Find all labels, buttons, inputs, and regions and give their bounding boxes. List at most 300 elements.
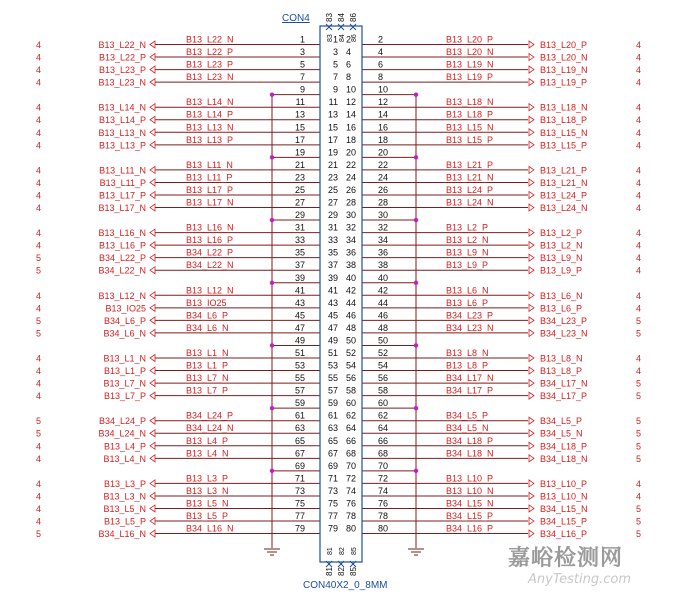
- net-label-right: B13_L9_N: [540, 253, 583, 264]
- page-ref-left: 4: [36, 40, 42, 50]
- wire-label-left: B13_L5_P: [186, 511, 229, 522]
- net-arrow: [529, 166, 534, 173]
- pin-number-outer: 7: [299, 72, 305, 83]
- net-label-left: B13_L23_N: [98, 77, 146, 88]
- net-arrow: [529, 442, 534, 449]
- page-ref-right: 5: [636, 315, 642, 326]
- pin-number-inner: 8: [346, 72, 352, 83]
- net-label-left: B13_L23_P: [98, 65, 146, 76]
- net-arrow: [529, 292, 534, 299]
- pin-number-outer: 69: [294, 460, 305, 471]
- pin-number-outer: 53: [294, 360, 305, 371]
- pin-number-inner: 80: [346, 523, 357, 534]
- net-arrow: [150, 54, 155, 61]
- page-ref-right: 4: [636, 240, 642, 251]
- net-arrow: [150, 355, 155, 362]
- net-label-left: B13_L7_P: [103, 391, 146, 402]
- pin-number-outer: 42: [378, 285, 389, 296]
- pin-number-inner: 37: [327, 260, 338, 271]
- page-ref-left: 4: [36, 503, 42, 514]
- wire-label-right: B34_L17_P: [446, 385, 494, 396]
- net-label-left: B34_L16_N: [98, 529, 146, 540]
- pin-number-inner: 39: [327, 272, 338, 283]
- junction-dot: [414, 343, 418, 347]
- net-label-right: B13_L19_P: [540, 77, 588, 88]
- pin-number-inner: 75: [327, 498, 338, 509]
- net-arrow: [150, 530, 155, 537]
- wire-label-right: B34_L17_N: [446, 373, 494, 384]
- page-ref-right: 4: [636, 353, 642, 364]
- pin-number-inner: 31: [327, 222, 338, 233]
- pin-number-outer: 16: [378, 122, 389, 133]
- wire-label-right: B13_L8_P: [446, 360, 489, 371]
- pin-number-inner: 3: [332, 47, 338, 58]
- page-ref-left: 4: [36, 441, 42, 452]
- wire-label-right: B34_L16_P: [446, 523, 494, 534]
- pin-number-inner: 29: [327, 210, 338, 221]
- pin-number-outer: 40: [378, 272, 389, 283]
- pin-number-inner: 72: [346, 473, 357, 484]
- pin-number-outer: 5: [299, 59, 305, 70]
- net-label-left: B13_L17_P: [98, 190, 146, 201]
- pin-number-bottom: 82: [337, 567, 346, 576]
- pin-number-inner: 76: [346, 498, 357, 509]
- net-arrow: [529, 530, 534, 537]
- net-arrow: [150, 392, 155, 399]
- net-arrow: [150, 166, 155, 173]
- pin-number-top: 83: [325, 13, 334, 22]
- net-arrow: [529, 66, 534, 73]
- pin-number-outer: 21: [294, 159, 305, 170]
- net-arrow: [150, 505, 155, 512]
- net-arrow: [150, 267, 155, 274]
- pin-number-bottom-inner: 85: [351, 547, 358, 555]
- pin-number-inner: 48: [346, 322, 357, 333]
- net-arrow: [529, 455, 534, 462]
- wire-label-left: B34_L22_N: [186, 260, 234, 271]
- net-label-left: B13_IO25: [105, 303, 146, 314]
- page-ref-left: 4: [36, 353, 42, 364]
- page-ref-right: 4: [636, 290, 642, 301]
- net-label-left: B34_L22_P: [98, 253, 146, 264]
- net-label-right: B34_L16_P: [540, 529, 588, 540]
- page-ref-right: 4: [636, 190, 642, 201]
- pin-number-inner: 4: [346, 47, 352, 58]
- pin-number-inner: 32: [346, 222, 357, 233]
- pin-number-inner: 71: [327, 473, 338, 484]
- pin-number-inner: 77: [327, 511, 338, 522]
- net-arrow: [150, 317, 155, 324]
- net-label-right: B34_L15_P: [540, 516, 588, 527]
- pin-number-outer: 28: [378, 197, 389, 208]
- pin-number-inner: 59: [327, 398, 338, 409]
- pin-number-outer: 57: [294, 385, 305, 396]
- page-ref-left: 4: [36, 102, 42, 113]
- wire-label-left: B13_L16_N: [186, 222, 234, 233]
- wire-label-right: B34_L5_N: [446, 423, 489, 434]
- wire-label-left: B13_L13_P: [186, 134, 234, 145]
- net-arrow: [529, 191, 534, 198]
- pin-number-outer: 26: [378, 184, 389, 195]
- pin-number-outer: 32: [378, 222, 389, 233]
- wire-label-right: B13_L24_N: [446, 197, 494, 208]
- wire-label-left: B13_L17_N: [186, 197, 234, 208]
- pin-number-inner: 64: [346, 423, 357, 434]
- net-arrow: [529, 54, 534, 61]
- wire-label-right: B13_L21_P: [446, 159, 494, 170]
- junction-dot: [414, 281, 418, 285]
- net-label-right: B13_L20_N: [540, 52, 588, 63]
- page-ref-right: 5: [636, 378, 642, 389]
- wire-label-right: B13_L19_P: [446, 72, 494, 83]
- pin-number-outer: 41: [294, 285, 305, 296]
- pin-number-outer: 18: [378, 134, 389, 145]
- pin-number-inner: 35: [327, 247, 338, 258]
- page-ref-right: 4: [636, 65, 642, 76]
- wire-label-right: B34_L18_N: [446, 448, 494, 459]
- net-arrow: [529, 229, 534, 236]
- pin-number-inner: 56: [346, 373, 357, 384]
- wire-label-left: B13_L4_P: [186, 435, 229, 446]
- wire-label-left: B13_L3_P: [186, 473, 229, 484]
- page-ref-left: 4: [36, 453, 42, 464]
- pin-number-outer: 60: [378, 398, 389, 409]
- wire-label-left: B13_L7_P: [186, 385, 229, 396]
- wire-label-right: B13_L24_P: [446, 184, 494, 195]
- wire-label-right: B13_L8_N: [446, 348, 489, 358]
- page-ref-right: 5: [636, 516, 642, 527]
- pin-number-inner: 53: [327, 360, 338, 371]
- wire-label-right: B34_L15_N: [446, 498, 494, 509]
- net-arrow: [150, 104, 155, 111]
- page-ref-right: 4: [636, 165, 642, 176]
- pin-number-outer: 63: [294, 423, 305, 434]
- net-label-left: B13_L22_N: [98, 40, 146, 50]
- pin-number-top: 86: [349, 13, 358, 22]
- pin-number-inner: 5: [332, 59, 338, 70]
- net-label-right: B13_L24_N: [540, 203, 588, 214]
- pin-number-inner: 7: [332, 72, 338, 83]
- pin-number-inner: 40: [346, 272, 357, 283]
- pin-number-outer: 74: [378, 485, 389, 496]
- wire-label-left: B13_L14_N: [186, 97, 234, 108]
- net-label-left: B13_L17_N: [98, 203, 146, 214]
- net-arrow: [150, 129, 155, 136]
- pin-number-inner: 16: [346, 122, 357, 133]
- wire-label-left: B13_L17_P: [186, 184, 234, 195]
- net-arrow: [529, 317, 534, 324]
- pin-number-outer: 11: [295, 97, 305, 108]
- net-label-left: B13_L7_N: [103, 378, 146, 389]
- page-ref-left: 5: [36, 529, 42, 540]
- wire-label-right: B34_L23_P: [446, 310, 494, 321]
- junction-dot: [414, 469, 418, 473]
- net-arrow: [529, 304, 534, 311]
- pin-number-outer: 29: [294, 210, 305, 221]
- net-arrow: [529, 329, 534, 336]
- net-arrow: [529, 254, 534, 261]
- pin-number-inner: 58: [346, 385, 357, 396]
- net-arrow: [150, 367, 155, 374]
- net-arrow: [150, 492, 155, 499]
- page-ref-right: 4: [636, 203, 642, 214]
- pin-number-outer: 47: [294, 322, 305, 333]
- page-ref-left: 4: [36, 77, 42, 88]
- wire-label-left: B13_L3_N: [186, 485, 229, 496]
- pin-number-inner: 74: [346, 485, 357, 496]
- pin-number-outer: 70: [378, 460, 389, 471]
- pin-number-inner: 55: [327, 373, 338, 384]
- page-ref-left: 5: [36, 265, 42, 276]
- net-label-left: B13_L13_N: [98, 127, 146, 138]
- pin-number-inner: 21: [327, 159, 338, 170]
- page-ref-right: 4: [636, 115, 642, 126]
- pin-number-inner: 62: [346, 410, 357, 421]
- net-label-right: B13_L21_N: [540, 177, 588, 188]
- wire-label-left: B13_L14_P: [186, 109, 234, 120]
- pin-number-outer: 31: [294, 222, 305, 233]
- pin-number-inner: 51: [327, 348, 338, 358]
- net-arrow: [150, 79, 155, 86]
- net-arrow: [150, 329, 155, 336]
- net-label-right: B34_L17_N: [540, 378, 588, 389]
- wire-label-right: B13_L20_N: [446, 47, 494, 58]
- net-label-left: B13_L14_P: [98, 115, 146, 126]
- page-ref-left: 4: [36, 140, 42, 151]
- pin-number-outer: 78: [378, 511, 389, 522]
- pin-number-outer: 54: [378, 360, 389, 371]
- net-label-right: B13_L2_P: [540, 228, 583, 239]
- pin-number-outer: 1: [299, 34, 305, 45]
- wire-label-left: B13_L16_P: [186, 235, 234, 246]
- pin-number-inner: 52: [346, 348, 357, 358]
- junction-dot: [414, 155, 418, 159]
- pin-number-inner: 23: [327, 172, 338, 183]
- pin-number-outer: 39: [294, 272, 305, 283]
- net-arrow: [150, 191, 155, 198]
- pin-number-inner: 6: [346, 59, 352, 70]
- net-label-right: B34_L5_N: [540, 428, 583, 439]
- pin-number-outer: 20: [378, 147, 389, 158]
- net-arrow: [150, 141, 155, 148]
- pin-number-outer: 19: [294, 147, 305, 158]
- wire-label-left: B13_L1_P: [186, 360, 229, 371]
- pin-number-top-inner: 83: [327, 34, 334, 42]
- page-ref-right: 4: [636, 265, 642, 276]
- pin-number-inner: 60: [346, 398, 357, 409]
- pin-number-outer: 71: [294, 473, 305, 484]
- page-ref-right: 4: [636, 40, 642, 50]
- junction-dot: [270, 469, 274, 473]
- pin-number-outer: 27: [294, 197, 305, 208]
- net-arrow: [150, 41, 155, 48]
- wire-label-right: B13_L6_P: [446, 297, 489, 308]
- page-ref-left: 4: [36, 65, 42, 76]
- pin-number-inner: 44: [346, 297, 357, 308]
- net-label-left: B34_L24_N: [98, 428, 146, 439]
- wire-label-right: B13_L15_P: [446, 134, 494, 145]
- net-arrow: [529, 518, 534, 525]
- page-ref-left: 4: [36, 391, 42, 402]
- page-ref-right: 4: [636, 491, 642, 502]
- page-ref-right: 4: [636, 366, 642, 377]
- pin-number-inner: 26: [346, 184, 357, 195]
- pin-number-inner: 34: [346, 235, 357, 246]
- wire-label-left: B34_L22_P: [186, 247, 234, 258]
- wire-label-left: B13_L11_P: [186, 172, 233, 183]
- page-ref-left: 4: [36, 366, 42, 377]
- pin-number-outer: 17: [294, 134, 305, 145]
- page-ref-left: 4: [36, 165, 42, 176]
- wire-label-right: B34_L15_P: [446, 511, 494, 522]
- net-label-left: B13_L16_P: [98, 240, 146, 251]
- net-label-left: B34_L24_P: [98, 416, 146, 427]
- pin-number-outer: 68: [378, 448, 389, 459]
- junction-dot: [414, 218, 418, 222]
- net-label-right: B13_L19_N: [540, 65, 588, 76]
- net-label-right: B13_L10_P: [540, 478, 588, 489]
- junction-dot: [414, 92, 418, 96]
- pin-number-outer: 36: [378, 247, 389, 258]
- pin-number-inner: 67: [327, 448, 338, 459]
- pin-number-outer: 46: [378, 310, 389, 321]
- pin-number-inner: 13: [327, 109, 338, 120]
- net-label-left: B13_L5_P: [103, 516, 146, 527]
- net-label-left: B13_L12_N: [98, 290, 146, 301]
- pin-number-outer: 23: [294, 172, 305, 183]
- net-label-left: B13_L11_N: [99, 165, 146, 176]
- pin-number-outer: 59: [294, 398, 305, 409]
- pin-number-outer: 37: [294, 260, 305, 271]
- pin-number-outer: 80: [378, 523, 389, 534]
- wire-label-right: B13_L21_N: [446, 172, 494, 183]
- net-label-left: B13_L22_P: [98, 52, 146, 63]
- pin-number-outer: 73: [294, 485, 305, 496]
- pin-number-outer: 55: [294, 373, 305, 384]
- page-ref-left: 4: [36, 190, 42, 201]
- pin-number-outer: 6: [378, 59, 384, 70]
- pin-number-inner: 47: [327, 322, 338, 333]
- pin-number-outer: 43: [294, 297, 305, 308]
- pin-number-outer: 8: [378, 72, 384, 83]
- net-label-left: B13_L16_N: [98, 228, 146, 239]
- wire-label-right: B34_L23_N: [446, 322, 494, 333]
- pin-number-outer: 13: [294, 109, 305, 120]
- page-ref-left: 5: [36, 253, 42, 264]
- wire-label-right: B13_L2_N: [446, 235, 489, 246]
- pin-number-outer: 77: [294, 511, 305, 522]
- pin-number-bottom-inner: 81: [327, 547, 334, 555]
- pin-number-outer: 35: [294, 247, 305, 258]
- net-label-right: B13_L15_P: [540, 140, 588, 151]
- wire-label-left: B13_L23_N: [186, 72, 234, 83]
- net-arrow: [150, 480, 155, 487]
- page-ref-left: 4: [36, 203, 42, 214]
- page-ref-right: 4: [636, 102, 642, 113]
- pin-number-inner: 69: [327, 460, 338, 471]
- net-label-right: B34_L15_N: [540, 503, 588, 514]
- pin-number-outer: 45: [294, 310, 305, 321]
- net-label-right: B13_L6_N: [540, 290, 583, 301]
- net-arrow: [150, 417, 155, 424]
- wire-label-right: B34_L5_P: [446, 410, 489, 421]
- junction-dot: [270, 343, 274, 347]
- page-ref-left: 5: [36, 328, 42, 339]
- wire-label-right: B13_L10_P: [446, 473, 494, 484]
- page-ref-right: 4: [636, 228, 642, 239]
- net-label-left: B13_L3_P: [103, 478, 146, 489]
- connector-ref: CON4: [282, 13, 310, 24]
- net-label-right: B13_L6_P: [540, 303, 583, 314]
- pin-number-outer: 52: [378, 348, 389, 358]
- net-label-right: B13_L20_P: [540, 40, 588, 50]
- pin-number-inner: 38: [346, 260, 357, 271]
- connector-part-name: CON40X2_0_8MM: [303, 580, 388, 591]
- pin-number-inner: 36: [346, 247, 357, 258]
- net-arrow: [150, 304, 155, 311]
- pin-number-inner: 25: [327, 184, 338, 195]
- net-label-right: B13_L18_N: [540, 102, 588, 113]
- net-arrow: [529, 417, 534, 424]
- wire-label-right: B13_L18_P: [446, 109, 494, 120]
- wire-label-left: B34_L16_N: [186, 523, 234, 534]
- pin-number-outer: 49: [294, 335, 305, 346]
- watermark-cn: 嘉峪检测网: [508, 546, 624, 571]
- pin-number-outer: 44: [378, 297, 389, 308]
- wire-label-right: B13_L2_P: [446, 222, 489, 233]
- wire-label-left: B13_IO25: [186, 297, 227, 308]
- pin-number-inner: 73: [327, 485, 338, 496]
- net-arrow: [529, 267, 534, 274]
- wire-label-left: B34_L6_P: [186, 310, 229, 321]
- page-ref-left: 4: [36, 378, 42, 389]
- net-arrow: [150, 442, 155, 449]
- wire-label-left: B34_L24_N: [186, 423, 234, 434]
- pin-number-outer: 3: [299, 47, 305, 58]
- pin-number-inner: 41: [327, 285, 338, 296]
- pin-number-inner: 43: [327, 297, 338, 308]
- wire-label-right: B13_L6_N: [446, 285, 489, 296]
- page-ref-right: 5: [636, 391, 642, 402]
- pin-number-inner: 30: [346, 210, 357, 221]
- pin-number-inner: 54: [346, 360, 357, 371]
- pin-number-inner: 11: [328, 97, 338, 108]
- wire-label-right: B13_L10_N: [446, 485, 494, 496]
- net-label-left: B13_L14_N: [98, 102, 146, 113]
- net-label-right: B34_L17_P: [540, 391, 588, 402]
- net-label-left: B34_L6_P: [103, 315, 146, 326]
- net-label-right: B34_L5_P: [540, 416, 583, 427]
- pin-number-bottom: 81: [325, 567, 334, 576]
- pin-number-inner: 50: [346, 335, 357, 346]
- net-arrow: [529, 204, 534, 211]
- pin-number-outer: 67: [294, 448, 305, 459]
- page-ref-right: 5: [636, 529, 642, 540]
- pin-number-bottom: 85: [349, 567, 358, 576]
- page-ref-right: 4: [636, 478, 642, 489]
- page-ref-left: 4: [36, 478, 42, 489]
- page-ref-left: 5: [36, 428, 42, 439]
- pin-number-inner: 42: [346, 285, 357, 296]
- net-label-left: B34_L6_N: [103, 328, 146, 339]
- pin-number-outer: 66: [378, 435, 389, 446]
- page-ref-left: 4: [36, 240, 42, 251]
- pin-number-inner: 9: [332, 84, 338, 95]
- wire-label-right: B13_L19_N: [446, 59, 494, 70]
- net-label-left: B13_L1_N: [103, 353, 146, 364]
- page-ref-left: 4: [36, 177, 42, 188]
- pin-number-inner: 66: [346, 435, 357, 446]
